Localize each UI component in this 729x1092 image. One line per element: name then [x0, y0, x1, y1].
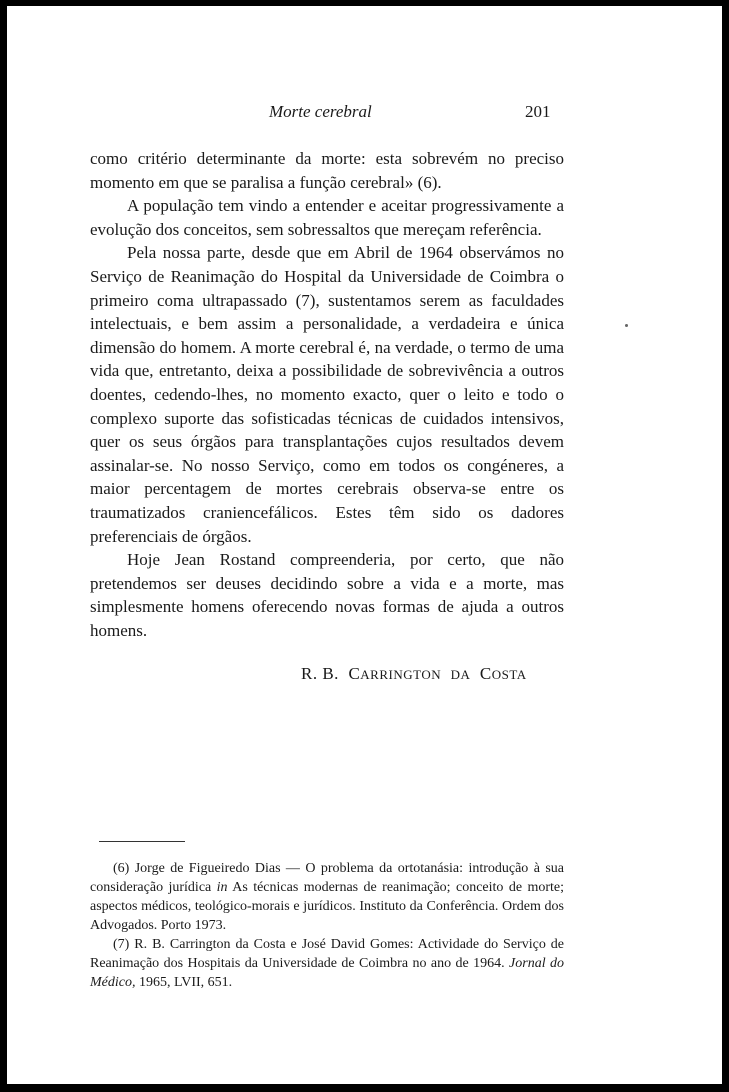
paragraph: Hoje Jean Rostand compreenderia, por certo, que não pretendemos ser deuses decidindo sobre a vida e a morte, mas simplesmente homens oferecendo novas formas de ajuda a outros homens.: [90, 550, 564, 640]
footnote-7: [90, 935, 564, 992]
footnote-6-in: in: [216, 880, 228, 895]
paragraph: Pela nossa parte, desde que em Abril de 1964 observámos no Serviço de Reanimação do Hospital da Universidade de Coimbra o primeiro coma ultrapassado (7), sustentamos serem as faculdades intelectuais, e bem assim a personalidade, a verdadeira e única dimensão do homem. A morte cerebral é, na verdade, o termo de uma vida que, entretanto, deixa a possibilidade de sobrevivência a outros doentes, cedendo-lhes, no momento exacto, quer o leito e todo o complexo suporte das sofisticadas técnicas de cuidados intensivos, quer os seus órgãos para transplantações cujos resultados devem assinalar-se. No nosso Serviço, como em todos os congéneres, a maior percentagem de mortes cerebrais observa-se entre os traumatizados craniencefálicos. Estes têm sido os dadores preferenciais de órgãos.: [90, 243, 564, 546]
footnote-7-rest: 1965, LVII, 651.: [138, 975, 233, 990]
footnotes: [90, 859, 564, 992]
footnote-7-journal: Jornal do Médico,: [90, 956, 565, 990]
running-head: [7, 102, 722, 124]
paragraph: A população tem vindo a entender e aceitar progressivamente a evolução dos conceitos, sem sobressaltos que mereçam referência.: [90, 196, 564, 239]
signature-surname-2-initial: C: [479, 664, 492, 683]
body-text: [90, 147, 564, 642]
signature-surname-2-rest: OSTA: [491, 667, 527, 682]
paragraph-continuation: como critério determinante da morte: esta sobrevém no preciso momento em que se paralisa a função cerebral» (6).: [90, 149, 564, 192]
footnote-6-text: (6) Jorge de Figueiredo Dias — O problema da ortotanásia: introdução à sua consideração jurídica: [90, 861, 564, 895]
signature-surname-1-rest: ARRINGTON: [360, 667, 442, 682]
footnote-divider: [99, 841, 185, 842]
footnote-6: [90, 859, 564, 935]
signature-particle: DA: [450, 667, 471, 682]
signature-initials: R. B.: [301, 664, 339, 683]
footnote-6-rest: As técnicas modernas de reanimação; conceito de morte; aspectos médicos, teológico-morais e jurídicos. Instituto da Conferência. Ordem dos Advogados. Porto 1973.: [90, 880, 565, 933]
scan-speck: [625, 324, 628, 327]
signature-surname-1-initial: C: [348, 664, 361, 683]
footnote-7-text: (7) R. B. Carrington da Costa e José David Gomes: Actividade do Serviço de Reanimação dos Hospitais da Universidade de Coimbra no ano de 1964.: [90, 937, 564, 971]
author-signature: [301, 664, 527, 684]
running-title: Morte cerebral: [269, 102, 372, 121]
book-page: [7, 6, 722, 1084]
page-number: 201: [525, 102, 551, 121]
